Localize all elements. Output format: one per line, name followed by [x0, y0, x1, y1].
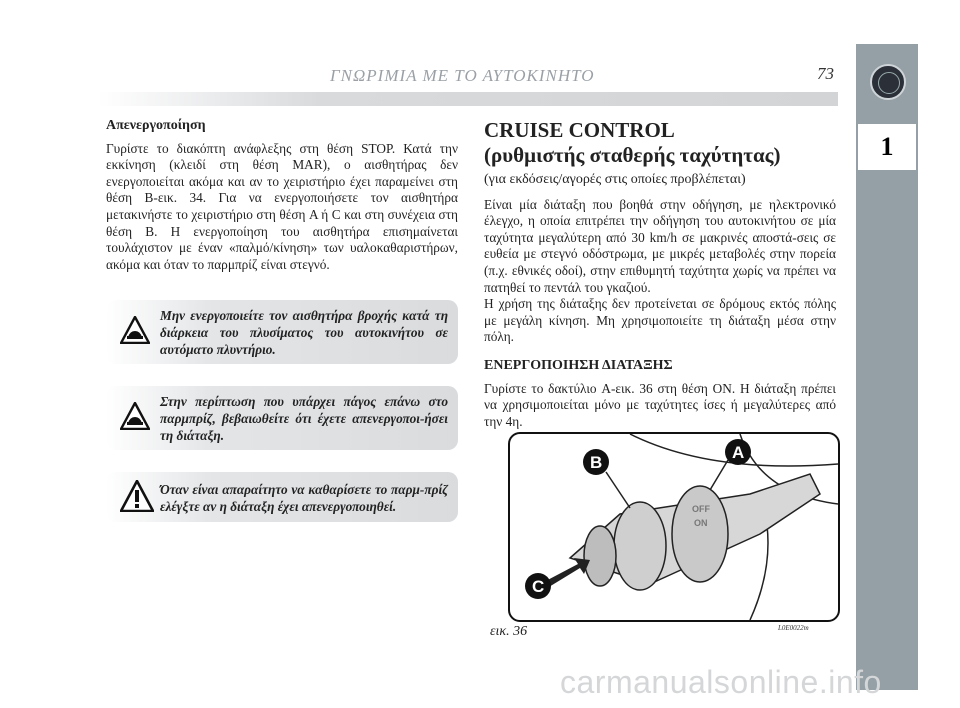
right-column — [484, 118, 836, 430]
warning-box-2 — [106, 386, 458, 450]
label-a: A — [732, 443, 745, 462]
car-warning-icon — [120, 402, 150, 430]
activation-paragraph: Γυρίστε το δακτύλιο A-εικ. 36 στη θέση ON. Η διάταξη πρέπει να χρησιμοποιείται μόνο με ταχύτητες ίσες ή μεγαλύτερες από την 4η. — [484, 380, 836, 429]
warning-text-2: Στην περίπτωση που υπάρχει πάγος επάνω στο παρμπρίζ, βεβαιωθείτε ότι έχετε απενεργοποι-ήσει τη διάταξη. — [160, 394, 448, 443]
activation-heading: ΕΝΕΡΓΟΠΟΙΗΣΗ ΔΙΑΤΑΞΗΣ — [484, 357, 673, 373]
cruise-control-subtitle: (ρυθμιστής σταθερής ταχύτητας) — [484, 143, 781, 167]
cruise-usage-note: Η χρήση της διάταξης δεν προτείνεται σε δρόμους εκτός πόλης με μεγάλη κίνηση. Μη χρησιμοποιείτε τη διάταξη μέσα στην πόλη. — [484, 296, 836, 345]
label-b: B — [590, 453, 603, 472]
stalk-off-label: OFF — [692, 504, 710, 514]
exclamation-warning-icon — [120, 480, 154, 512]
figure-code: L0E0022m — [778, 624, 809, 632]
car-warning-icon — [120, 316, 150, 344]
label-c: C — [532, 577, 545, 596]
warning-text-3: Όταν είναι απαραίτητο να καθαρίσετε το παρμ-πρίζ ελέγξτε αν η διάταξη έχει απενεργοποιηθεί. — [160, 482, 448, 514]
chapter-tab[interactable]: 1 — [858, 124, 916, 170]
figure-36 — [508, 432, 840, 622]
cruise-description: Είναι μία διάταξη που βοηθά στην οδήγηση, με ηλεκτρονικό έλεγχο, η οποία επιτρέπει την οδήγηση του αυτοκινήτου σε μία ταχύτητα μεγαλύτερη από 30 km/h σε μακρινές αποστά-σεις σε ευθεία με στεγνό οδόστρωμα, με μικρές μεταβολές στην πορεία (π.χ. εθνικές οδοί), στην επιθυμητή ταχύτητα χωρίς να πρέπει να πατηθεί το πεντάλ του γκαζιού. — [484, 196, 836, 295]
stalk-on-label: ON — [694, 518, 708, 528]
warning-box-3 — [106, 472, 458, 522]
page-number: 73 — [817, 64, 834, 83]
availability-note: (για εκδόσεις/αγορές στις οποίες προβλέπεται) — [484, 172, 746, 187]
brand-logo — [870, 64, 906, 100]
warning-box-1 — [106, 300, 458, 364]
watermark: carmanualsonline.info — [560, 664, 882, 700]
deactivation-heading: Απενεργοποίηση — [106, 118, 206, 133]
stalk-illustration — [510, 434, 838, 620]
left-column — [106, 118, 458, 273]
deactivation-paragraph: Γυρίστε το διακόπτη ανάφλεξης στη θέση STOP. Κατά την εκκίνηση (κλειδί στη θέση MAR), ο αισθητήρας δεν ενεργοποιείται ακόμα και αν το χειριστήριο έχει παραμείνει στη θέση B-εικ. 34. Για να ενεργοποιήσετε τον αισθητήρα μετακινήστε το χειριστήριο στη θέση A ή C και στη συνέχεια στη θέση B. Η ενεργοποίηση του αισθητήρα επισημαίνεται τουλάχιστον με έναν «παλμό/κίνηση» των υαλοκαθαριστήρων, ακόμα και όταν το παρμπρίζ είναι στεγνό. — [106, 140, 458, 272]
header-rule — [98, 92, 838, 106]
logo-emblem-icon — [878, 72, 900, 94]
cruise-control-title: CRUISE CONTROL — [484, 118, 675, 142]
page-header-title: ΓΝΩΡΙΜΙΑ ΜΕ ΤΟ ΑΥΤΟΚΙΝΗΤΟ — [330, 66, 595, 85]
warning-text-1: Μην ενεργοποιείτε τον αισθητήρα βροχής κατά τη διάρκεια του πλυσίματος του αυτοκινήτου σε αυτόματο πλυντήριο. — [160, 308, 448, 357]
figure-caption: εικ. 36 — [490, 624, 528, 639]
